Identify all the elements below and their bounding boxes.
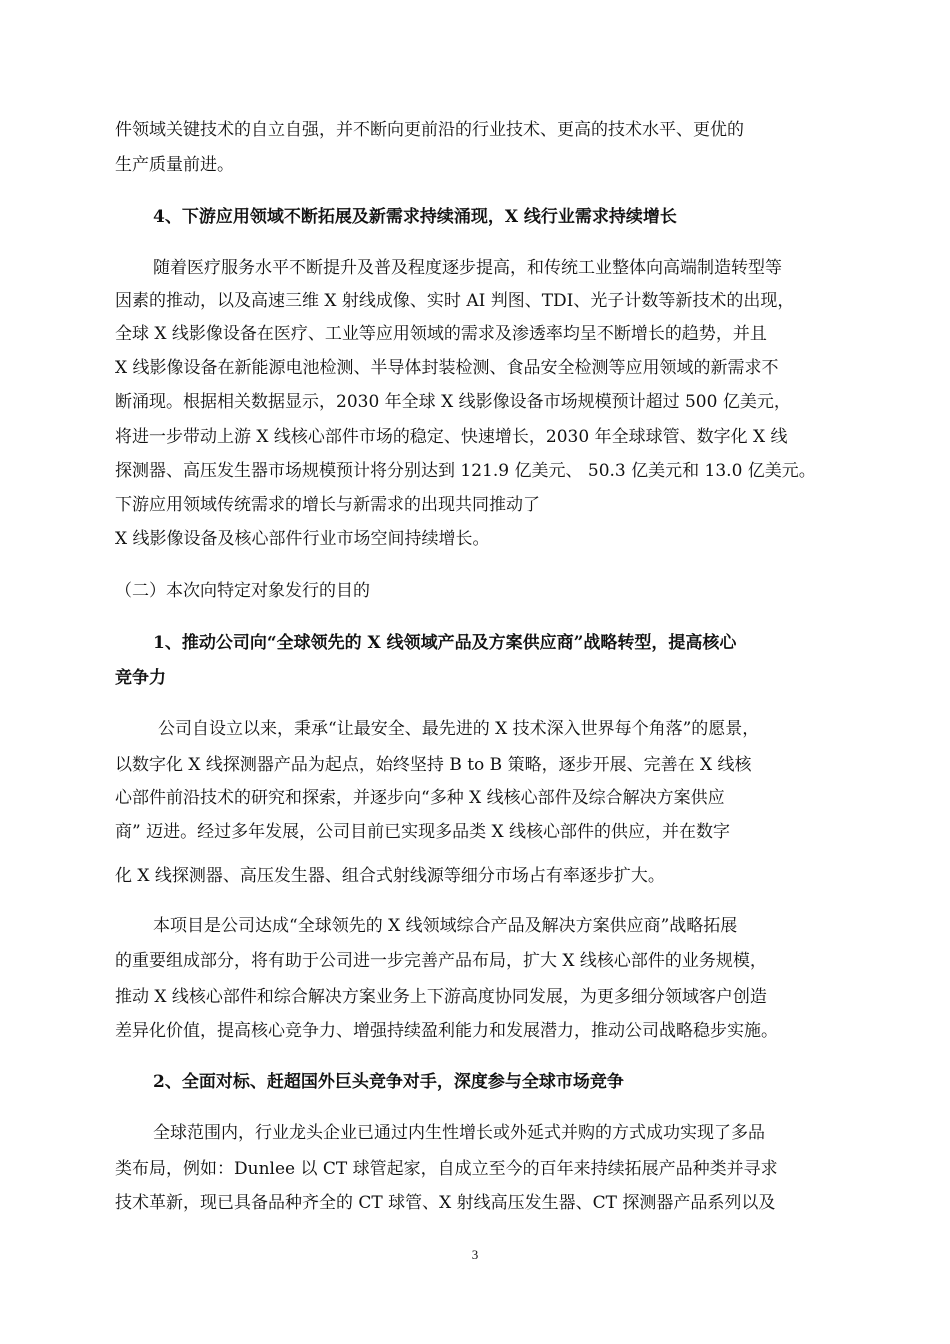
- text-line: 生产质量前进。: [115, 155, 234, 175]
- text-line: 全球 X 线影像设备在医疗、工业等应用领域的需求及渗透率均呈不断增长的趋势，并且: [115, 324, 767, 344]
- text-line: 公司自设立以来，秉承“让最安全、最先进的 X 技术深入世界每个角落”的愿景，: [158, 719, 760, 739]
- text-line: 全球范围内，行业龙头企业已通过内生性增长或外延式并购的方式成功实现了多品: [153, 1123, 765, 1143]
- text-line: 下游应用领域传统需求的增长与新需求的出现共同推动了: [115, 495, 540, 515]
- text-line: 以数字化 X 线探测器产品为起点，始终坚持 B to B 策略，逐步开展、完善在 X 线核: [115, 755, 752, 775]
- text-line: X 线影像设备在新能源电池检测、半导体封装检测、食品安全检测等应用领域的新需求不: [115, 358, 779, 378]
- text-line: 断涌现。根据相关数据显示，2030 年全球 X 线影像设备市场规模预计超过 500 亿美元，: [115, 392, 791, 412]
- section-heading: （二）本次向特定对象发行的目的: [115, 581, 370, 601]
- text-line: 类布局，例如：Dunlee 以 CT 球管起家，自成立至今的百年来持续拓展产品种类并寻求: [115, 1159, 778, 1179]
- subsection-heading: 4、下游应用领域不断拓展及新需求持续涌现，X 线行业需求持续增长: [153, 207, 677, 227]
- text-line: 心部件前沿技术的研究和探索，并逐步向“多种 X 线核心部件及综合解决方案供应: [115, 788, 725, 808]
- text-line: 件领域关键技术的自立自强，并不断向更前沿的行业技术、更高的技术水平、更优的: [115, 120, 744, 140]
- text-line: 随着医疗服务水平不断提升及普及程度逐步提高，和传统工业整体向高端制造转型等: [153, 258, 782, 278]
- text-line: 商” 迈进。经过多年发展，公司目前已实现多品类 X 线核心部件的供应，并在数字: [115, 822, 731, 842]
- text-line: 差异化价值，提高核心竞争力、增强持续盈利能力和发展潜力，推动公司战略稳步实施。: [115, 1021, 778, 1041]
- text-line: 本项目是公司达成“全球领先的 X 线领域综合产品及解决方案供应商”战略拓展: [153, 916, 738, 936]
- text-line: X 线影像设备及核心部件行业市场空间持续增长。: [115, 529, 490, 549]
- text-line: 化 X 线探测器、高压发生器、组合式射线源等细分市场占有率逐步扩大。: [115, 866, 665, 886]
- subsection-heading: 1、推动公司向“全球领先的 X 线领域产品及方案供应商”战略转型，提高核心: [153, 633, 737, 653]
- page-number: 3: [471, 1247, 479, 1262]
- text-line: 将进一步带动上游 X 线核心部件市场的稳定、快速增长，2030 年全球球管、数字化 X 线: [115, 427, 788, 447]
- text-line: 技术革新，现已具备品种齐全的 CT 球管、X 射线高压发生器、CT 探测器产品系列以及: [115, 1193, 776, 1213]
- text-line: 因素的推动，以及高速三维 X 射线成像、实时 AI 判图、TDI、光子计数等新技术的出现，: [115, 291, 795, 311]
- subsection-heading: 2、全面对标、赶超国外巨头竞争对手，深度参与全球市场竞争: [153, 1072, 624, 1092]
- text-line: 的重要组成部分，将有助于公司进一步完善产品布局，扩大 X 线核心部件的业务规模，: [115, 951, 767, 971]
- text-line: 探测器、高压发生器市场规模预计将分别达到 121.9 亿美元、 50.3 亿美元和 13.0 亿美元。: [115, 461, 816, 481]
- subsection-heading: 竞争力: [115, 668, 166, 688]
- text-line: 推动 X 线核心部件和综合解决方案业务上下游高度协同发展，为更多细分领域客户创造: [115, 987, 767, 1007]
